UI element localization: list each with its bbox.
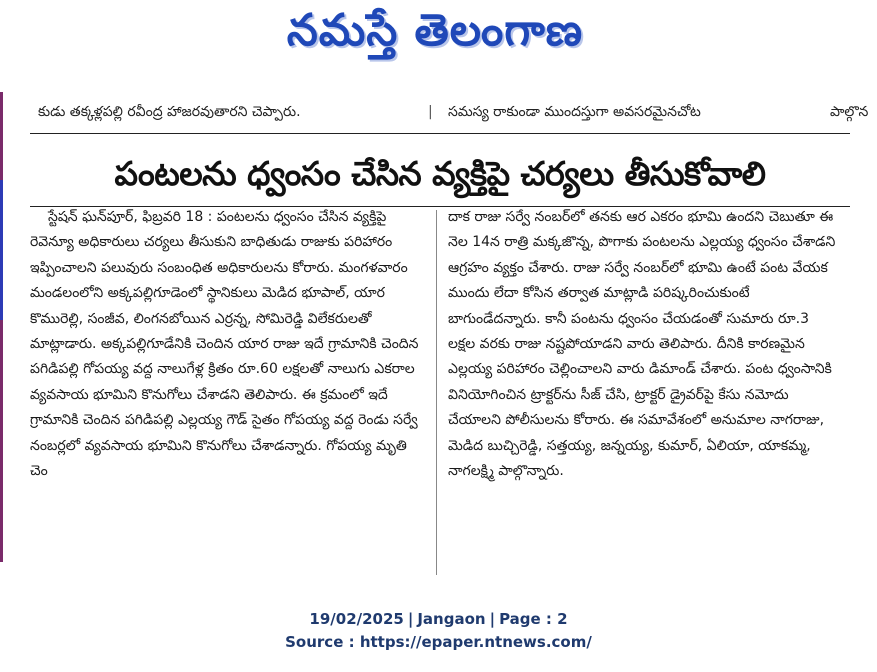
previous-strip-left: కుడు తక్కళ్లపల్లి రవీంద్ర హాజరవుతారని చెప్పారు. (38, 104, 301, 120)
previous-article-strip (38, 100, 877, 124)
frame-accent-left (0, 180, 3, 320)
masthead (230, 0, 640, 72)
article-column-left: స్టేషన్ ఘన్‌పూర్, ఫిబ్రవరి 18 : పంటలను ధ్వంసం చేసిన వ్యక్తిపై రెవెన్యూ అధికారులు చర్యలు తీసుకుని బాధితుడు రాజుకు పరిహారం ఇప్పించాలని పలువురు సంబంధిత అధికారులను కోరారు. మంగళవారం మండలంలోని అక్కపల్లిగూడెంలో స్థానికులు మెడిద భూపాల్, యార కొమురెల్లి, సంజీవ, లింగనబోయిన ఎర్రన్న, సోమిరెడ్డి విలేకరులతో మాట్లాడారు. అక్కపల్లిగూడేనికి చెందిన యార రాజు ఇదే గ్రామానికి చెందిన పగిడిపల్లి గోపయ్య వద్ద నాలుగేళ్ల క్రితం రూ.60 లక్షలతో నాలుగు ఎకరాల వ్యవసాయ భూమిని కొనుగోలు చేశాడని తెలిపారు. ఈ క్రమంలో ఇదే గ్రామానికి చెందిన పగిడిపల్లి ఎల్లయ్య గౌడ్ సైతం గోపయ్య వద్ద రెండు సర్వే నంబర్లలో వ్యవసాయ భూమిని కొనుగోలు చేశాడన్నారు. గోపయ్య మృతి చెం (30, 209, 419, 480)
article-headline: పంటలను ధ్వంసం చేసిన వ్యక్తిపై చర్యలు తీసుకోవాలి (114, 154, 766, 193)
masthead-title: నమస్తే తెలంగాణ (286, 5, 584, 56)
frame-border-left (0, 92, 3, 562)
footer-source[interactable]: Source : https://epaper.ntnews.com/ (285, 633, 592, 651)
footer-separator-2: | (489, 610, 496, 628)
footer-date: 19/02/2025 (309, 610, 404, 628)
previous-strip-separator: | (428, 104, 433, 120)
footer-meta (0, 610, 877, 628)
footer-page: Page : 2 (499, 610, 568, 628)
footer-separator-1: | (407, 610, 414, 628)
previous-strip-middle: సమస్య రాకుండా ముందస్తుగా అవసరమైనచోట (448, 104, 701, 120)
article-column-right: దాక రాజు సర్వే నంబర్‌లో తనకు ఆర ఎకరం భూమి ఉందని చెబుతూ ఈ నెల 14న రాత్రి మక్కజొన్న, పొగాకు పంటలను ఎల్లయ్య ధ్వంసం చేశాడని ఆగ్రహం వ్యక్తం చేశారు. రాజు సర్వే నంబర్‌లో భూమి ఉంటే పంట వేయక ముందు లేదా కోసిన తర్వాత మాట్లాడి పరిష్కరించుకుంటే బాగుండేదన్నారు. కానీ పంటను ధ్వంసం చేయడంతో సుమారు రూ.3 లక్షల వరకు రాజు నష్టపోయాడని వారు తెలిపారు. దీనికి కారణమైన ఎల్లయ్య పరిహారం చెల్లించాలని వారు డిమాండ్ చేశారు. పంట ధ్వంసానికి వినియోగించిన ట్రాక్టర్‌ను సీజ్ చేసి, ట్రాక్టర్ డ్రైవర్‌పై కేసు నమోదు చేయాలని పోలీసులను కోరారు. ఈ సమావేశంలో అనుమాల నాగరాజు, మెడిద బుచ్చిరెడ్డి, సత్తయ్య, జన్నయ్య, కుమార్, ఏలియా, యాకమ్మ, నాగలక్ష్మి పాల్గొన్నారు. (448, 209, 836, 480)
top-rule (30, 133, 850, 134)
footer-edition: Jangaon (417, 610, 486, 628)
column-divider (436, 210, 437, 575)
previous-strip-right: పాల్గొన (830, 104, 869, 120)
